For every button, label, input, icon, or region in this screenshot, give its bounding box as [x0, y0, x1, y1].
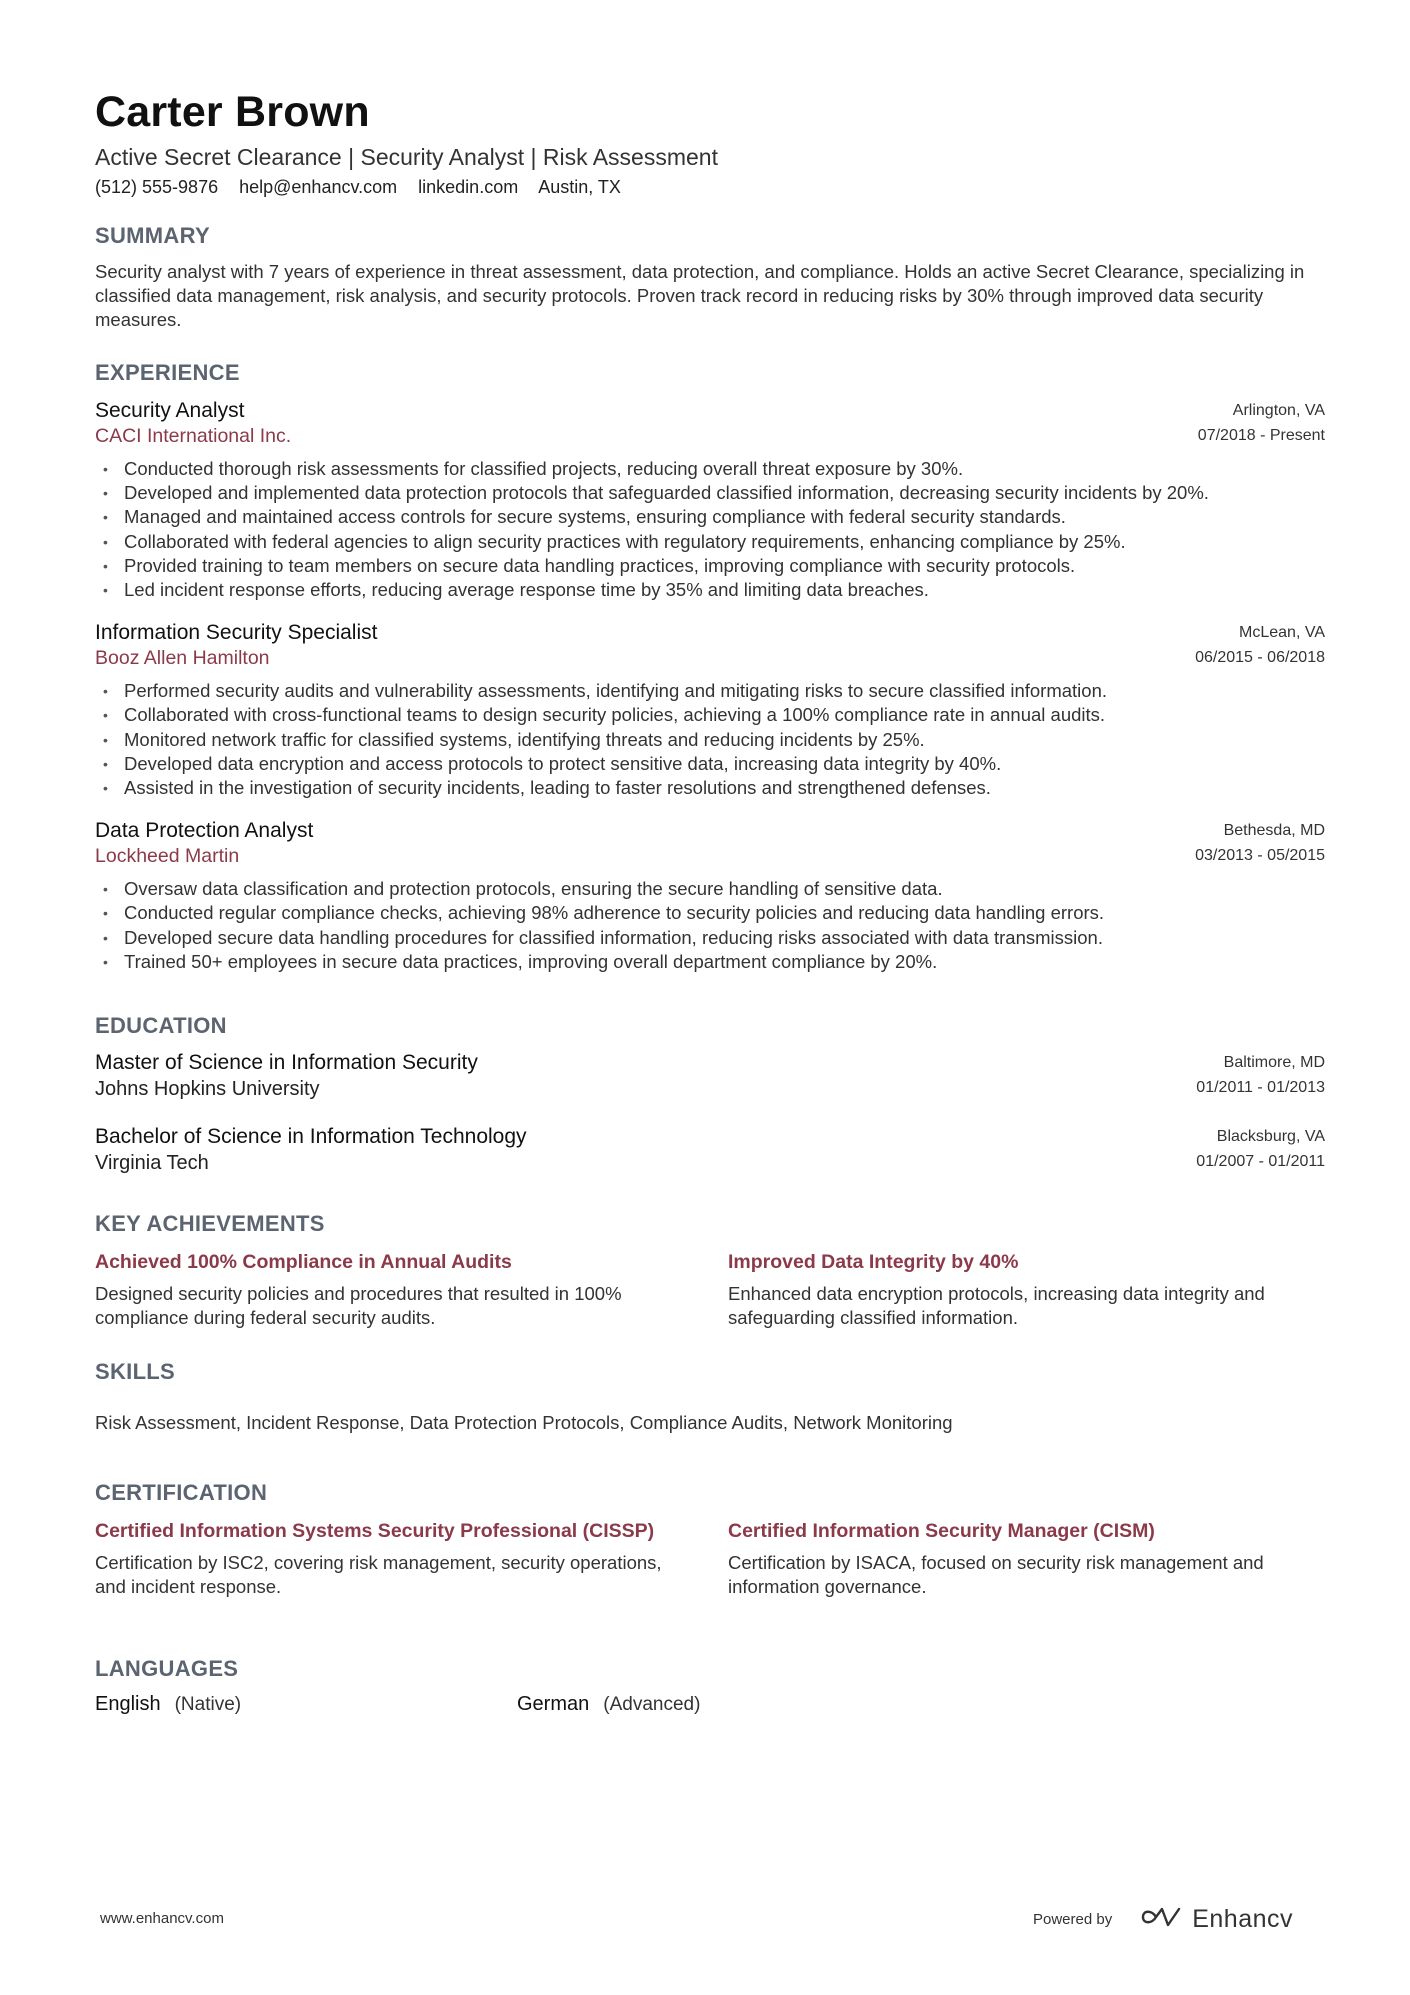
bullet-item: • Assisted in the investigation of security incidents, leading to faster resolutions and strengthened defenses. — [103, 777, 991, 799]
bullet-item: • Managed and maintained access controls for secure systems, ensuring compliance with federal security standards. — [103, 506, 1066, 528]
certification-grid — [95, 1519, 1325, 1627]
job-location: Bethesda, MD — [1223, 822, 1325, 840]
bullet-item: • Provided training to team members on secure data handling practices, improving compliance with security protocols. — [103, 554, 1076, 576]
certification-desc: Certification by ISACA, focused on security risk management and information governance. — [728, 1552, 1264, 1598]
languages-section — [95, 1655, 1325, 1723]
contact-info — [95, 174, 1325, 200]
achievement-item — [728, 1250, 1328, 1330]
education-section — [95, 1012, 1325, 1176]
certification-section — [95, 1479, 1325, 1627]
company-name: CACI International Inc. — [95, 425, 292, 447]
achievement-title: Achieved 100% Compliance in Annual Audits — [95, 1251, 512, 1274]
section-title-summary: SUMMARY — [95, 223, 210, 248]
certification-item — [95, 1519, 695, 1599]
job-dates: 06/2015 - 06/2018 — [1195, 649, 1325, 667]
bullet-item: • Developed and implemented data protection protocols that safeguarded classified information, decreasing security incidents by 20%. — [103, 482, 1209, 504]
certification-title: Certified Information Security Manager (CISM) — [728, 1520, 1155, 1543]
language-name: English — [95, 1693, 161, 1716]
bullet-item: • Conducted thorough risk assessments for classified projects, reducing overall threat exposure by 30%. — [103, 458, 964, 479]
achievement-title: Improved Data Integrity by 40% — [728, 1251, 1019, 1274]
section-title-certification: CERTIFICATION — [95, 1480, 268, 1506]
footer-branding[interactable] — [1033, 1902, 1293, 1936]
bullet-item: • Monitored network traffic for classified systems, identifying threats and reducing incidents by 25%. — [103, 728, 925, 750]
bullet-item: • Collaborated with cross-functional teams to design security policies, achieving a 100% compliance rate in annual audits. — [103, 704, 1106, 726]
section-title-achievements: KEY ACHIEVEMENTS — [95, 1211, 325, 1237]
bullet-item: • Oversaw data classification and protection protocols, ensuring the secure handling of sensitive data. — [103, 878, 943, 900]
school: Virginia Tech — [95, 1152, 209, 1175]
company-name: Lockheed Martin — [95, 845, 240, 868]
company-name: Booz Allen Hamilton — [95, 647, 270, 670]
job-dates: 07/2018 - Present — [1197, 427, 1325, 444]
candidate-name: Carter Brown — [95, 88, 370, 136]
job-entry — [95, 620, 1325, 800]
job-bullets — [95, 679, 1325, 800]
language-item — [517, 1693, 1117, 1716]
job-meta — [1195, 620, 1325, 670]
resume-page — [95, 88, 1325, 1723]
education-entry — [95, 1050, 1325, 1102]
summary-text: Security analyst with 7 years of experience in threat assessment, data protection, and compliance. Holds an active Secret Clearance, specializing in classified data management, risk analysis, and security protocols. Proven track record in reducing risks by 30% through improved data security measures. — [95, 261, 1305, 330]
certification-desc: Certification by ISC2, covering risk management, security operations, and incident response. — [95, 1552, 662, 1598]
headline: Active Secret Clearance | Security Analyst | Risk Assessment — [95, 144, 718, 170]
language-level: (Advanced) — [603, 1694, 701, 1716]
education-meta — [1196, 1050, 1325, 1100]
job-meta — [1195, 818, 1325, 868]
bullet-item: • Developed data encryption and access protocols to protect sensitive data, increasing data integrity by 40%. — [103, 752, 1002, 774]
language-name: German — [517, 1693, 590, 1716]
job-bullets — [95, 457, 1325, 602]
certification-item — [728, 1519, 1328, 1599]
job-bullets — [95, 877, 1325, 974]
job-meta — [1198, 398, 1325, 448]
education-location: Blacksburg, VA — [1216, 1128, 1325, 1146]
education-entry — [95, 1124, 1325, 1176]
email-link[interactable]: help@enhancv.com — [239, 177, 398, 197]
school: Johns Hopkins University — [95, 1078, 320, 1101]
job-dates: 03/2013 - 05/2015 — [1195, 847, 1325, 865]
section-title-education: EDUCATION — [95, 1013, 227, 1039]
achievements-grid — [95, 1250, 1325, 1330]
job-entry — [95, 398, 1325, 602]
education-location: Baltimore, MD — [1223, 1054, 1325, 1072]
achievement-item — [95, 1250, 695, 1330]
enhancv-logo-text: Enhancv — [1192, 1904, 1294, 1933]
job-title: Information Security Specialist — [95, 621, 378, 645]
powered-by-label: Powered by — [1033, 1910, 1113, 1928]
certification-title: Certified Information Systems Security Professional (CISSP) — [95, 1520, 655, 1543]
job-location: McLean, VA — [1239, 624, 1325, 642]
bullet-item: • Performed security audits and vulnerability assessments, identifying and mitigating risks to secure classified information. — [103, 680, 1108, 702]
degree: Bachelor of Science in Information Technology — [95, 1125, 527, 1149]
job-title: Security Analyst — [95, 399, 245, 422]
bullet-item: • Conducted regular compliance checks, achieving 98% adherence to security policies and reducing data handling errors. — [103, 902, 1105, 924]
education-meta — [1196, 1124, 1325, 1174]
job-entry — [95, 818, 1325, 974]
footer-website-link[interactable]: www.enhancv.com — [100, 1910, 224, 1927]
skills-list: Risk Assessment, Incident Response, Data Protection Protocols, Compliance Audits, Network Monitoring — [95, 1412, 953, 1434]
achievement-desc: Enhanced data encryption protocols, increasing data integrity and safeguarding classified information. — [728, 1283, 1265, 1329]
linkedin-link[interactable]: linkedin.com — [418, 177, 519, 197]
bullet-item: • Developed secure data handling procedures for classified information, reducing risks associated with data transmission. — [103, 926, 1103, 948]
language-level: (Native) — [174, 1694, 242, 1716]
bullet-item: • Led incident response efforts, reducing average response time by 35% and limiting data breaches. — [103, 579, 929, 601]
languages-grid — [95, 1693, 1325, 1723]
education-dates: 01/2007 - 01/2011 — [1196, 1153, 1325, 1171]
enhancv-logo-icon — [1138, 1905, 1184, 1934]
education-dates: 01/2011 - 01/2013 — [1196, 1079, 1325, 1097]
section-title-skills: SKILLS — [95, 1359, 176, 1385]
section-title-languages: LANGUAGES — [95, 1656, 239, 1682]
job-title: Data Protection Analyst — [95, 819, 314, 843]
achievement-desc: Designed security policies and procedures that resulted in 100% compliance during federal security audits. — [95, 1283, 622, 1329]
achievements-section — [95, 1210, 1325, 1330]
degree: Master of Science in Information Security — [95, 1051, 478, 1075]
section-title-experience: EXPERIENCE — [95, 360, 240, 385]
job-location: Arlington, VA — [1232, 402, 1325, 419]
bullet-item: • Collaborated with federal agencies to align security practices with regulatory requirements, enhancing compliance by 25%. — [103, 530, 1126, 552]
skills-section — [95, 1358, 1325, 1435]
phone: (512) 555-9876 — [95, 177, 219, 197]
bullet-item: • Trained 50+ employees in secure data practices, improving overall department compliance by 20%. — [103, 950, 938, 972]
experience-section — [95, 359, 1325, 974]
summary-section — [95, 222, 1325, 332]
location: Austin, TX — [538, 177, 621, 197]
